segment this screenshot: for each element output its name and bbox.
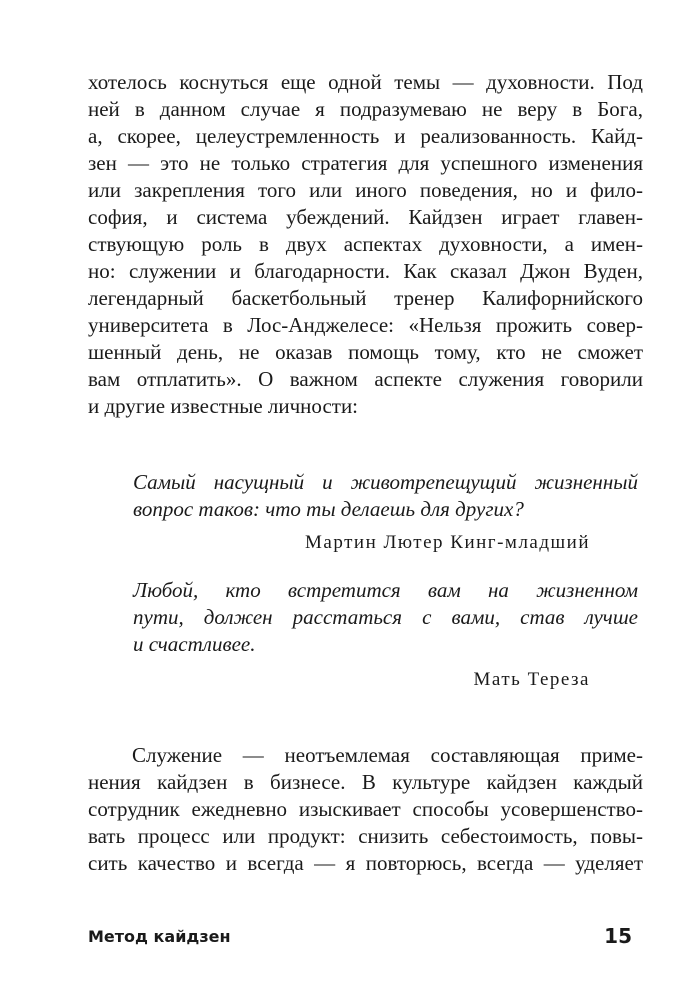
paragraph-line: нения кайдзен в бизнесе. В культуре кайдзен каждый (88, 770, 643, 794)
paragraph-line: Служение — неотъемлемая составляющая приме- (132, 743, 643, 767)
quote-line: и счастливее. (133, 632, 256, 656)
paragraph-line: но: служении и благодарности. Как сказал Джон Вуден, (88, 259, 643, 283)
paragraph-line: сить качество и всегда — я повторюсь, всегда — уделяет (88, 851, 643, 875)
paragraph-line: зен — это не только стратегия для успешного изменения (88, 151, 643, 175)
paragraph-line: софия, и система убеждений. Кайдзен играет главен- (88, 205, 643, 229)
quote-author: Мать Тереза (473, 669, 590, 690)
page-number: 15 (604, 924, 632, 948)
paragraph-line: вать процесс или продукт: снизить себестоимость, повы- (88, 824, 643, 848)
paragraph-line: или закрепления того или иного поведения, но и фило- (88, 178, 643, 202)
paragraph-line: сотрудник ежедневно изыскивает способы усовершенство- (88, 797, 643, 821)
running-footer-title: Метод кайдзен (88, 927, 231, 946)
quote-line: вопрос таков: что ты делаешь для других? (133, 497, 524, 521)
quote-line: Любой, кто встретится вам на жизненном (133, 578, 638, 602)
paragraph-line: ней в данном случае я подразумеваю не веру в Бога, (88, 97, 643, 121)
paragraph-line: и другие известные личности: (88, 394, 359, 418)
paragraph-line: вам отплатить». О важном аспекте служения говорили (88, 367, 643, 391)
paragraph-line: ствующую роль в двух аспектах духовности, а имен- (88, 232, 643, 256)
paragraph-line: легендарный баскетбольный тренер Калифорнийского (88, 286, 643, 310)
paragraph-line: хотелось коснуться еще одной темы — духовности. Под (88, 70, 643, 94)
paragraph-line: шенный день, не оказав помощь тому, кто не сможет (88, 340, 643, 364)
quote-author: Мартин Лютер Кинг-младший (305, 532, 590, 553)
quote-line: Самый насущный и животрепещущий жизненный (133, 470, 638, 494)
paragraph-line: а, скорее, целеустремленность и реализованность. Кайд- (88, 124, 643, 148)
quote-line: пути, должен расстаться с вами, став лучше (133, 605, 638, 629)
paragraph-line: университета в Лос-Анджелесе: «Нельзя прожить совер- (88, 313, 643, 337)
